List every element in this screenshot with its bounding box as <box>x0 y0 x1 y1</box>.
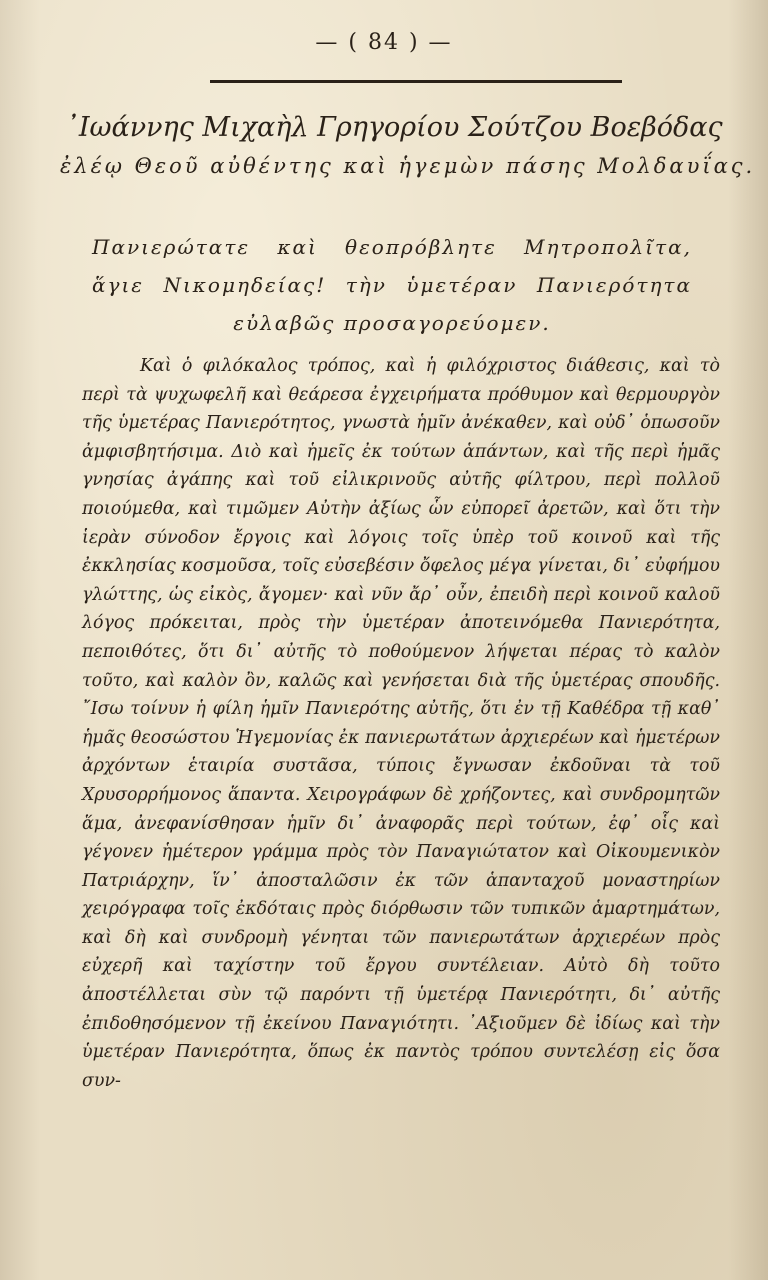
header-rule <box>210 80 622 83</box>
letter-address: Πανιερώτατε καὶ θεοπρόβλητε Μητροπολῖτα, ἅγιε Νικομηδείας! τὴν ὑμετέραν Πανιερότητα εὐλαβῶς προσαγορεύομεν. <box>92 235 692 335</box>
page-number: — ( 84 ) — <box>315 30 453 55</box>
heading-sender-title: ἐλέῳ Θεοῦ αὐθέντης καὶ ἡγεμὼν πάσης Μολδαυΐας. <box>60 154 756 178</box>
heading-sender-name: ᾿Ιωάννης Μιχαὴλ Γρηγορίου Σούτζου Βοεβόδας <box>65 112 723 143</box>
letter-body: Καὶ ὁ φιλόκαλος τρόπος, καὶ ἡ φιλόχριστος διάθεσις, καὶ τὸ περὶ τὰ ψυχωφελῆ καὶ θεάρεσα ἐγχειρήματα πρόθυμον καὶ θερμουργὸν τῆς ὑμετέρας Πανιερότητος, γνωστὰ ἡμῖν ἀνέκαθεν, καὶ οὐδ᾿ ὁπωσοῦν ἀμφισβητήσιμα. Διὸ καὶ ἡμεῖς ἐκ τούτων ἁπάντων, καὶ τῆς περὶ ἡμᾶς γνησίας ἀγάπης καὶ τοῦ εἰλικρινοῦς αὐτῆς φίλτρου, περὶ πολλοῦ ποιούμεθα, καὶ τιμῶμεν Αὐτὴν ἀξίως ὧν εὐπορεῖ ἀρετῶν, καὶ ὅτι τὴν ἱερὰν σύνοδον ἔργοις καὶ λόγοις τοῖς ὑπὲρ τοῦ κοινοῦ καὶ τῆς ἐκκλησίας κοσμοῦσα, τοῖς εὐσεβέσιν ὄφελος μέγα γίνεται, δι᾿ εὐφήμου γλώττης, ὡς εἰκὸς, ἄγομεν· καὶ νῦν ἄρ᾿ οὖν, ἐπειδὴ περὶ κοινοῦ καλοῦ λόγος πρόκειται, πρὸς τὴν ὑμετέραν ἀποτεινόμεθα Πανιερότητα, πεποιθότες, ὅτι δι᾿ αὐτῆς τὸ ποθούμενον λήψεται πέρας τὸ καλὸν τοῦτο, καὶ καλὸν ὂν, καλῶς καὶ γενήσεται διὰ τῆς ὑμετέρας σπουδῆς. ῎Ισω τοίνυν ἡ φίλη ἡμῖν Πανιερότης αὐτῆς, ὅτι ἐν τῇ Καθέδρα τῇ καθ᾿ ἡμᾶς θεοσώστου Ἡγεμονίας ἐκ πανιερωτάτων ἀρχιερέων καὶ ἡμετέρων ἀρχόντων ἑταιρία συστᾶσα, τύποις ἔγνωσαν ἐκδοῦναι τὰ τοῦ Χρυσορρήμονος ἅπαντα. Χειρογράφων δὲ χρήζοντες, καὶ συνδρομητῶν ἅμα, ἀνεφανίσθησαν ἡμῖν δι᾿ ἀναφορᾶς περὶ τούτων, ἐφ᾿ οἷς καὶ γέγονεν ἡμέτερον γράμμα πρὸς τὸν Παναγιώτατον καὶ Οἰκουμενικὸν Πατριάρχην, ἵν᾿ ἀποσταλῶσιν ἐκ τῶν ἁπανταχοῦ μοναστηρίων χειρόγραφα τοῖς ἐκδόταις πρὸς διόρθωσιν τῶν τυπικῶν ἁμαρτημάτων, καὶ δὴ καὶ συνδρομὴ γένηται τῶν πανιερωτάτων ἀρχιερέων πρὸς εὐχερῆ καὶ ταχίστην τοῦ ἔργου συντέλειαν. Αὐτὸ δὴ τοῦτο ἀποστέλλεται σὺν τῷ παρόντι τῇ ὑμετέρᾳ Πανιερότητι, δι᾿ αὐτῆς ἐπιδοθησόμενον τῇ ἐκείνου Παναγιότητι. ᾿Αξιοῦμεν δὲ ἰδίως καὶ τὴν ὑμετέραν Πανιερότητα, ὅπως ἐκ παντὸς τρόπου συντελέσῃ εἰς ὅσα συν- <box>82 356 720 1091</box>
letter-heading <box>60 108 756 184</box>
